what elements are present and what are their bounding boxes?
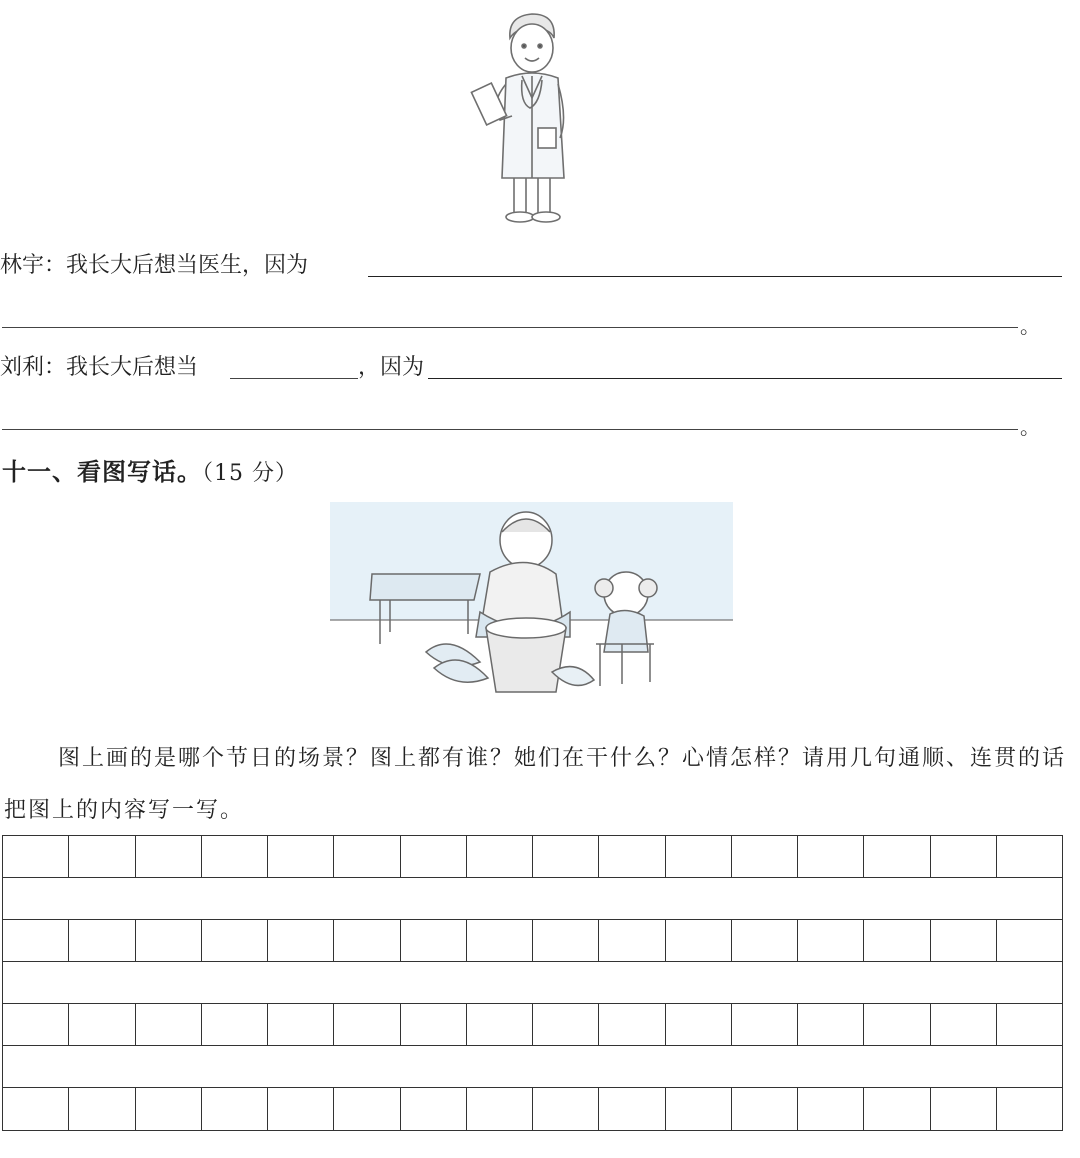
grid-row[interactable]	[2, 919, 1063, 961]
liuli-because	[358, 354, 424, 382]
grid-cell[interactable]	[666, 836, 732, 877]
grid-cell[interactable]	[136, 1088, 202, 1130]
grid-cell[interactable]	[864, 920, 930, 961]
grid-cell[interactable]	[3, 1004, 69, 1045]
grid-cell[interactable]	[136, 836, 202, 877]
grid-cell[interactable]	[3, 920, 69, 961]
grid-row[interactable]	[2, 1003, 1063, 1045]
grid-cell[interactable]	[401, 1088, 467, 1130]
grid-cell[interactable]	[334, 836, 400, 877]
grid-cell[interactable]	[732, 1088, 798, 1130]
section-score: （15 分）	[202, 461, 298, 486]
linyu-label: 林宇：我长大后想当医生，因为	[0, 253, 309, 278]
liuli-continuation-blank[interactable]	[2, 429, 1018, 430]
grid-cell[interactable]	[599, 920, 665, 961]
grid-row[interactable]	[2, 835, 1063, 877]
grid-cell[interactable]	[599, 836, 665, 877]
grid-cell[interactable]	[997, 836, 1063, 877]
grid-cell[interactable]	[69, 920, 135, 961]
liuli-answer-blank[interactable]	[428, 378, 1062, 379]
grid-cell[interactable]	[931, 1004, 997, 1045]
grid-cell[interactable]	[69, 1004, 135, 1045]
doctor-illustration	[460, 8, 590, 230]
grid-cell[interactable]	[268, 1088, 334, 1130]
period-mark: 。	[1020, 415, 1040, 439]
grid-cell[interactable]	[732, 920, 798, 961]
grid-cell[interactable]	[467, 1004, 533, 1045]
grid-cell[interactable]	[666, 1088, 732, 1130]
linyu-answer-blank[interactable]	[368, 276, 1062, 277]
liuli-job-blank[interactable]	[230, 378, 358, 379]
liuli-label: 刘利：我长大后想当	[0, 355, 199, 380]
grid-cell[interactable]	[599, 1004, 665, 1045]
grid-cell[interactable]	[798, 1088, 864, 1130]
grid-cell[interactable]	[334, 920, 400, 961]
grid-cell[interactable]	[666, 920, 732, 961]
grid-cell[interactable]	[533, 920, 599, 961]
grid-cell[interactable]	[69, 1088, 135, 1130]
grid-cell[interactable]	[401, 836, 467, 877]
grid-cell[interactable]	[268, 920, 334, 961]
grid-cell[interactable]	[202, 920, 268, 961]
grid-cell[interactable]	[533, 836, 599, 877]
grid-cell[interactable]	[401, 1004, 467, 1045]
grid-cell[interactable]	[997, 1004, 1063, 1045]
writing-grid[interactable]	[2, 835, 1063, 1131]
grid-cell[interactable]	[997, 1088, 1063, 1130]
grid-cell[interactable]	[467, 920, 533, 961]
liuli-because-label: ，因为	[358, 355, 425, 380]
grid-cell[interactable]	[533, 1004, 599, 1045]
grid-cell[interactable]	[334, 1088, 400, 1130]
grid-cell[interactable]	[798, 1004, 864, 1045]
grid-cell[interactable]	[136, 1004, 202, 1045]
grid-cell[interactable]	[3, 836, 69, 877]
grid-cell[interactable]	[931, 1088, 997, 1130]
grid-cell[interactable]	[533, 1088, 599, 1130]
grid-spacer-row	[2, 877, 1063, 919]
section-title	[2, 452, 298, 487]
grid-cell[interactable]	[268, 1004, 334, 1045]
grid-cell[interactable]	[202, 1088, 268, 1130]
writing-prompt: 图上画的是哪个节日的场景？图上都有谁？她们在干什么？心情怎样？请用几句通顺、连贯的话把图上的内容写一写。	[4, 746, 1067, 823]
grid-cell[interactable]	[202, 1004, 268, 1045]
liuli-line	[0, 354, 198, 382]
grid-cell[interactable]	[401, 920, 467, 961]
period-mark: 。	[1020, 314, 1040, 338]
grid-cell[interactable]	[997, 920, 1063, 961]
grid-cell[interactable]	[467, 1088, 533, 1130]
linyu-continuation-blank[interactable]	[2, 327, 1018, 328]
grid-cell[interactable]	[864, 1004, 930, 1045]
grid-cell[interactable]	[3, 1088, 69, 1130]
grid-cell[interactable]	[666, 1004, 732, 1045]
grid-cell[interactable]	[732, 1004, 798, 1045]
section-heading: 十一、看图写话。	[2, 458, 202, 486]
grid-cell[interactable]	[864, 836, 930, 877]
grid-cell[interactable]	[467, 836, 533, 877]
grid-cell[interactable]	[599, 1088, 665, 1130]
grid-spacer-row	[2, 1045, 1063, 1087]
grid-cell[interactable]	[931, 920, 997, 961]
grid-spacer-row	[2, 961, 1063, 1003]
grid-cell[interactable]	[268, 836, 334, 877]
grid-cell[interactable]	[931, 836, 997, 877]
grid-cell[interactable]	[798, 836, 864, 877]
grid-cell[interactable]	[136, 920, 202, 961]
grid-row[interactable]	[2, 1087, 1063, 1131]
grid-cell[interactable]	[69, 836, 135, 877]
zongzi-scene-illustration	[330, 502, 733, 702]
linyu-line	[0, 252, 308, 280]
grid-cell[interactable]	[334, 1004, 400, 1045]
grid-cell[interactable]	[732, 836, 798, 877]
grid-cell[interactable]	[864, 1088, 930, 1130]
grid-cell[interactable]	[202, 836, 268, 877]
grid-cell[interactable]	[798, 920, 864, 961]
